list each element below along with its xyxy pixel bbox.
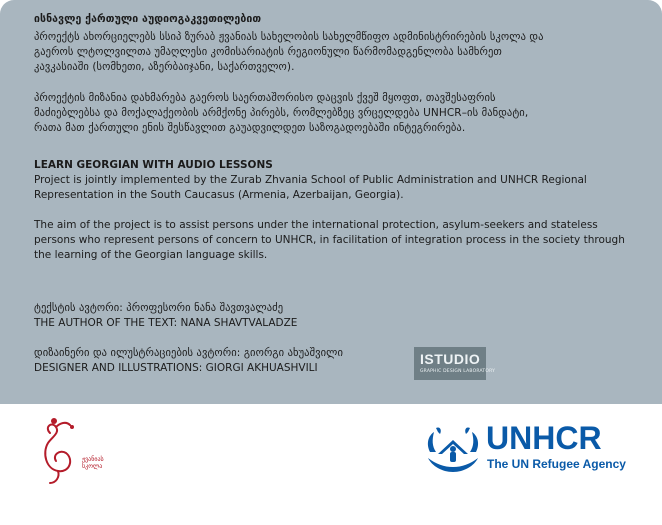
eng-title: LEARN GEORGIAN WITH AUDIO LESSONS <box>34 159 273 171</box>
school-emblem-icon <box>30 413 120 493</box>
geo-aim-line-3: რათა მათ ქართული ენის შესწავლით გაუადვილდეთ საზოგადოებაში ინტეგრირება. <box>34 122 466 134</box>
unhcr-emblem-icon <box>424 422 482 474</box>
eng-intro-line-2: Representation in the South Caucasus (Armenia, Azerbaijan, Georgia). <box>34 189 404 201</box>
eng-aim-line-3: the learning of the Georgian language skills. <box>34 249 268 261</box>
geo-intro-line-2: გაეროს ლტოლვილთა უმაღლესი კომისარიატის რეგიონული წარმომადგენლობა სამხრეთ <box>34 46 502 58</box>
istudio-name: ISTUDIO <box>420 351 481 367</box>
school-logo-caption: ჟვანიას სკოლა <box>82 456 104 470</box>
istudio-subtitle: GRAPHIC DESIGN LABORATORY <box>420 369 496 374</box>
unhcr-tagline: The UN Refugee Agency <box>487 457 626 471</box>
eng-intro-line-1: Project is jointly implemented by the Zurab Zhvania School of Public Administration and UNHCR Regional <box>34 174 587 186</box>
designer-geo: დიზაინერი და ილუსტრაციების ავტორი: გიორგი ახუაშვილი <box>34 347 343 359</box>
eng-aim-line-1: The aim of the project is to assist persons under the international protection, asylum-seekers and stateless <box>34 219 598 231</box>
eng-aim-line-2: persons who represent persons of concern to UNHCR, in facilitation of integration process in the society through <box>34 234 625 246</box>
geo-title: ისნავლე ქართული აუდიოგაკვეთილებით <box>34 13 262 25</box>
geo-intro-line-3: კავკასიაში (სომხეთი, აზერბაიჯანი, საქართველო). <box>34 61 295 73</box>
author-geo: ტექსტის ავტორი: პროფესორი ნანა შავთვალაძე <box>34 302 284 314</box>
geo-intro-line-1: პროექტს ახორციელებს სსიპ ზურაბ ჟვანიას სახელობის სახელმწიფო ადმინისტრირების სკოლა და <box>34 31 544 43</box>
designer-eng: DESIGNER AND ILLUSTRATIONS: GIORGI AKHUASHVILI <box>34 362 318 374</box>
author-eng: THE AUTHOR OF THE TEXT: NANA SHAVTVALADZE <box>34 317 298 329</box>
unhcr-name: UNHCR <box>486 420 602 456</box>
unhcr-logo <box>424 420 634 480</box>
zhvania-school-logo <box>30 413 120 493</box>
istudio-logo <box>414 347 496 380</box>
geo-aim-line-1: პროექტის მიზანია დახმარება გაეროს საერთაშორისო დაცვის ქვეშ მყოფთ, თავშესაფრის <box>34 92 496 104</box>
geo-aim-line-2: მაძიებლებსა და მოქალაქეობის არმქონე პირებს, რომლებზეც ვრცელდება UNHCR–ის მანდატი, <box>34 107 529 119</box>
